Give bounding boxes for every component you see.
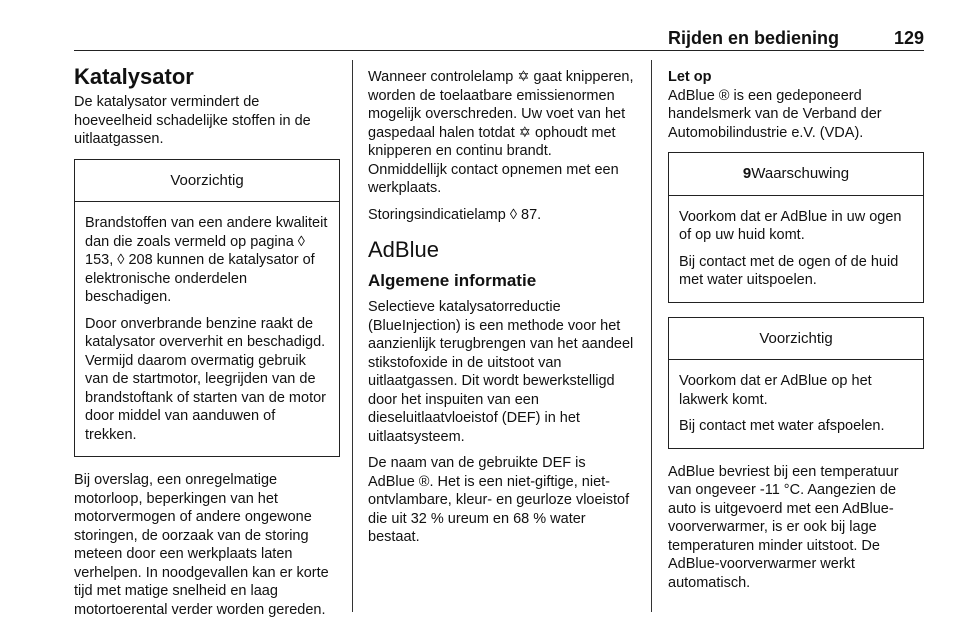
intro-paragraph: De katalysator vermindert de hoeveelheid schadelijke stoffen in de uitlaatgassen. [74, 94, 311, 147]
warning-paragraph-2: Bij contact met de ogen of de huid met water uitspoelen. [679, 253, 899, 288]
caution-2-paragraph-1: Voorkom dat er AdBlue op het lakwerk komt. [679, 373, 872, 408]
warning-box [668, 152, 924, 303]
caution-box [74, 159, 340, 458]
body-paragraph-2: Storingsindicatielamp ◊ 87. [368, 206, 542, 223]
warning-paragraph-1: Voorkom dat er AdBlue in uw ogen of op uw huid komt. [679, 208, 902, 243]
warning-header [669, 153, 923, 196]
column-divider-1 [352, 60, 353, 612]
section-title: Rijden en bediening [667, 28, 839, 48]
body-paragraph-3: Selectieve katalysatorreductie (BlueInjection) is een methode voor het aanzienlijk terugbrengen van het aandeel stikstofoxide in de uitstoot van uitlaatgassen. Dit wordt bewerkstelligd door het inspuiten van een dieseluitlaatvloeistof (DEF) in het uitlaatsysteem. [368, 299, 634, 445]
column-1 [74, 60, 340, 627]
warning-icon: 9 [742, 165, 752, 182]
body-paragraph-4: De naam van de gebruikte DEF is AdBlue ®. Het is een niet-giftige, niet-ontvlambare, kleur- en geurloze vloeistof die uit 32 % ureum en 68 % water bestaat. [368, 455, 630, 545]
column-divider-2 [651, 60, 652, 612]
column-3 [668, 68, 924, 600]
caution-title-2: Voorzichtig [669, 318, 923, 361]
heading-katalysator: Katalysator [74, 64, 194, 89]
note-title: Let op [668, 69, 712, 85]
body-paragraph: Bij overslag, een onregelmatige motorloop, beperkingen van het motorvermogen of andere ongewone storingen, de oorzaak van de storing meteen door een werkplaats laten verhelpen. In noodgevallen kan er korte tijd met matige snelheid en laag motortoerental verder worden gereden. [74, 472, 329, 618]
column-2 [368, 68, 634, 555]
caution-paragraph-1: Brandstoffen van een andere kwaliteit dan die zoals vermeld op pagina ◊ 153, ◊ 208 kunnen de katalysator of elektronische onderdelen beschadigen. [85, 215, 328, 305]
subheading-general-info: Algemene informatie [368, 271, 537, 290]
caution-title: Voorzichtig [75, 160, 339, 203]
caution-2-paragraph-2: Bij contact met water afspoelen. [679, 418, 885, 434]
heading-adblue: AdBlue [368, 237, 439, 262]
caution-paragraph-2: Door onverbrande benzine raakt de katalysator oververhit en beschadigd. Vermijd daarom overmatig gebruik van de startmotor, leegrijden van de brandstoftank of starten van de motor door middel van aanduwen of trekken. [85, 315, 326, 443]
page-header [74, 26, 924, 50]
note-text: AdBlue ® is een gedeponeerd handelsmerk van de Verband der Automobilindustrie e.V. (VDA). [668, 87, 882, 141]
warning-title: Waarschuwing [751, 165, 850, 182]
caution-box-2 [668, 317, 924, 449]
body-paragraph-1: Wanneer controlelamp ✡ gaat knipperen, worden de toelaatbare emissienormen mogelijk overschreden. Uw voet van het gaspedaal halen totdat ✡ ophoudt met knipperen en continu brandt. Onmiddellijk contact opnemen met een werkplaats. [368, 69, 634, 196]
header-rule [74, 50, 924, 51]
page-number: 129 [893, 28, 924, 48]
body-paragraph-5: AdBlue bevriest bij een temperatuur van ongeveer -11 °C. Aangezien de auto is uitgevoerd met een AdBlue-voorverwarmer, is er ook bij lage temperaturen minder uitstoot. De AdBlue-voorverwarmer werkt automatisch. [668, 463, 899, 591]
